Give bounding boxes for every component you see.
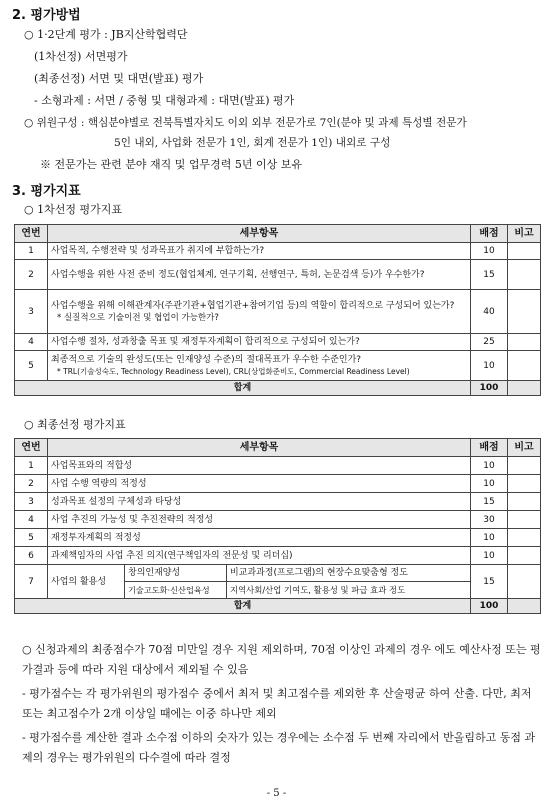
note-threshold: ○ 신청과제의 최종점수가 70점 미만일 경우 지원 제외하며, 70점 이상인 과제의 경우 에도 예산사정 또는 평가결과 등에 따라 지원 대상에서 제외될 수 있음 (22, 643, 541, 676)
row-item-cell (48, 290, 471, 334)
header-item: 세부항목 (48, 439, 471, 457)
header-remark: 비고 (508, 439, 541, 457)
row-score: 15 (471, 493, 508, 511)
row-remark (508, 260, 541, 290)
row-item: 사업 추진의 가능성 및 추진전략의 적정성 (48, 511, 471, 529)
header-item: 세부항목 (48, 225, 471, 243)
total-row (15, 599, 541, 614)
committee-line-b: 5인 내외, 사업화 전문가 1인, 회계 전문가 1인) 내외로 구성 (114, 137, 391, 149)
header-no: 연번 (15, 225, 48, 243)
row-item: 최종적으로 기술의 완성도(또는 인재양성 수준)의 절대목표가 우수한 수준인가? (51, 354, 362, 365)
row-sub-item: 지역사회/산업 기여도, 활용성 및 파급 효과 정도 (227, 582, 471, 599)
row-item: 사업수행을 위한 사전 준비 정도(협업체계, 연구기획, 선행연구, 특허, 논문검색 등)가 우수한가? (48, 260, 471, 290)
table-row (15, 351, 541, 381)
row-score: 10 (471, 475, 508, 493)
table-row (15, 511, 541, 529)
row-note: * TRL(기술성숙도, Technology Readiness Level), CRL(상업화준비도, Commercial Readiness Level) (57, 366, 410, 376)
header-score: 배점 (471, 439, 508, 457)
method-line-stage: ○ 1·2단계 평가 : JB지산학협력단 (24, 28, 188, 41)
table2-caption: ○ 최종선정 평가지표 (24, 418, 126, 431)
row-sub-category: 창의인재양성 (125, 565, 227, 582)
table-row (15, 290, 541, 334)
table-row (15, 547, 541, 565)
committee-line-a: ○ 위원구성 : 핵심분야별로 전북특별자치도 이외 외부 전문가로 7인(분야 및 과제 특성별 전문가 (24, 117, 467, 129)
total-label: 합계 (15, 599, 471, 614)
section-title-evaluation-index: 3. 평가지표 (12, 184, 81, 199)
row-no: 5 (15, 351, 48, 381)
table-row (15, 529, 541, 547)
row-no: 3 (15, 493, 48, 511)
row-no: 4 (15, 511, 48, 529)
method-line-first: (1차선정) 서면평가 (34, 50, 128, 63)
row-item-cell (48, 351, 471, 381)
row-remark (508, 565, 541, 599)
row-note: * 실질적으로 기술이전 및 협업이 가능한가? (57, 312, 219, 323)
total-score: 100 (471, 599, 508, 614)
row-remark (508, 511, 541, 529)
total-remark (508, 599, 541, 614)
row-remark (508, 547, 541, 565)
table-row (15, 260, 541, 290)
header-score: 배점 (471, 225, 508, 243)
row-remark (508, 334, 541, 351)
method-line-project-size: - 소형과제 : 서면 / 중형 및 대형과제 : 대면(발표) 평가 (34, 94, 295, 107)
expert-note: ※ 전문가는 관련 분야 재직 및 업무경력 5년 이상 보유 (40, 158, 302, 171)
total-label: 합계 (15, 381, 471, 396)
row-item: 재정투자계획의 적정성 (48, 529, 471, 547)
row-sub-item: 비교과과정(프로그램)의 현장수요맞춤형 정도 (227, 565, 471, 582)
row-usability-label: 사업의 활용성 (48, 565, 125, 599)
row-item: 사업수행을 위해 이해관계자(주관기관+협업기관+참여기업 등)의 역할이 합리적으로 구성되어 있는가? (51, 300, 455, 311)
note-averaging: - 평가점수는 각 평가위원의 평가점수 중에서 최저 및 최고점수를 제외한 후 산술평균 하여 산출. 다만, 최저 또는 최고점수가 2개 이상일 때에는 이중 하나만 제외 (22, 687, 532, 720)
row-score: 15 (471, 260, 508, 290)
table-row (15, 565, 541, 582)
table-row (15, 475, 541, 493)
row-score: 10 (471, 547, 508, 565)
table1-caption: ○ 1차선정 평가지표 (24, 203, 122, 216)
total-score: 100 (471, 381, 508, 396)
row-score: 10 (471, 457, 508, 475)
row-score: 15 (471, 565, 508, 599)
row-item: 사업목표와의 적합성 (48, 457, 471, 475)
row-no: 3 (15, 290, 48, 334)
total-remark (508, 381, 541, 396)
row-item: 사업수행 절차, 성과창출 목표 및 재정투자계획이 합리적으로 구성되어 있는가? (48, 334, 471, 351)
first-selection-table (14, 224, 541, 396)
row-score: 40 (471, 290, 508, 334)
row-remark (508, 290, 541, 334)
row-score: 10 (471, 529, 508, 547)
row-remark (508, 529, 541, 547)
table-row (15, 334, 541, 351)
row-item: 사업목적, 수행전략 및 성과목표가 취지에 부합하는가? (48, 243, 471, 260)
row-score: 30 (471, 511, 508, 529)
table-row (15, 493, 541, 511)
row-item: 과제책임자의 사업 추진 의지(연구책임자의 전문성 및 리더십) (48, 547, 471, 565)
header-no: 연번 (15, 439, 48, 457)
method-line-final: (최종선정) 서면 및 대면(발표) 평가 (34, 72, 204, 85)
row-score: 10 (471, 351, 508, 381)
row-item: 사업 수행 역량의 적정성 (48, 475, 471, 493)
row-no: 1 (15, 243, 48, 260)
final-selection-table (14, 438, 541, 614)
row-remark (508, 351, 541, 381)
table-row (15, 457, 541, 475)
row-no: 1 (15, 457, 48, 475)
row-no: 6 (15, 547, 48, 565)
total-row (15, 381, 541, 396)
section-title-evaluation-method: 2. 평가방법 (12, 8, 81, 23)
row-no: 2 (15, 260, 48, 290)
header-remark: 비고 (508, 225, 541, 243)
row-no: 2 (15, 475, 48, 493)
table-row (15, 243, 541, 260)
row-no: 4 (15, 334, 48, 351)
row-no: 7 (15, 565, 48, 599)
row-remark (508, 457, 541, 475)
row-item: 성과목표 설정의 구체성과 타당성 (48, 493, 471, 511)
note-rounding: - 평가점수를 계산한 결과 소수점 이하의 숫자가 있는 경우에는 소수점 두 번째 자리에서 반올림하고 동점 과제의 경우는 평가위원의 다수결에 따라 결정 (22, 731, 536, 764)
row-no: 5 (15, 529, 48, 547)
row-score: 10 (471, 243, 508, 260)
row-score: 25 (471, 334, 508, 351)
row-remark (508, 493, 541, 511)
row-remark (508, 475, 541, 493)
row-sub-category: 기술고도화·신산업육성 (125, 582, 227, 599)
page-number: - 5 - (266, 788, 287, 799)
row-remark (508, 243, 541, 260)
